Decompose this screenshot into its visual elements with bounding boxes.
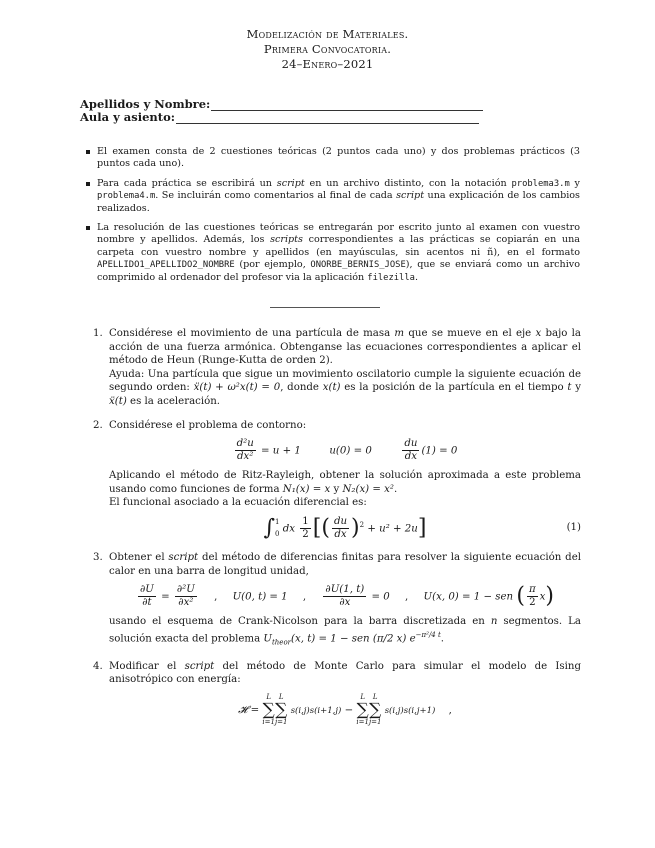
- instruction-mono: ONORBE_BERNIS_JOSE: [310, 260, 406, 271]
- instruction-text: .: [414, 271, 419, 283]
- integral-lower: 0: [275, 530, 280, 539]
- problem-number: 2.: [93, 419, 103, 431]
- problem-text: Considérese el problema de contorno:: [109, 419, 307, 431]
- instruction-mono: filezilla: [367, 272, 415, 283]
- problem-text: .: [440, 633, 445, 645]
- frac-num: ∂U(1, t): [325, 584, 365, 596]
- math-var: x: [539, 591, 546, 603]
- instruction-text: correspondientes a las prácticas se copiarán en una carpeta con vuestro nombre y apellidos (en mayúsculas, sin acentos ni ñ), en el formato: [97, 234, 580, 258]
- problem-text: Aplicando el método de Ritz-Rayleigh, obtener la solución aproximada a este problema usando como funciones de forma: [109, 470, 581, 495]
- problem-2: [93, 419, 581, 541]
- problem-help-text: es la posición de la partícula en el tiempo: [340, 382, 568, 394]
- problem-text: Modificar el: [109, 660, 185, 672]
- problem-1: [93, 327, 581, 409]
- fraction: [300, 516, 310, 541]
- exam-header: [0, 27, 655, 72]
- instruction-italic: script: [276, 177, 305, 189]
- sum-lower: j=1: [368, 717, 382, 726]
- seat-label: Aula y asiento:: [80, 110, 175, 124]
- frac-den: dx: [334, 528, 347, 540]
- seat-line[interactable]: [176, 113, 479, 124]
- fraction: [332, 516, 349, 541]
- name-line[interactable]: [211, 100, 483, 111]
- problem-text: segmentos. La solución exacta del problema: [109, 616, 581, 645]
- problem-text: Considérese el movimiento de una partícula de masa: [109, 328, 395, 339]
- exam-date: 24–Enero–2021: [281, 57, 374, 71]
- instruction-text: una explicación de los cambios realizados.: [97, 190, 580, 214]
- math-sub: theor: [271, 638, 292, 647]
- frac-den: 2: [302, 528, 309, 540]
- frac-num: ∂U: [139, 584, 154, 596]
- instruction-text: El examen consta de 2 cuestiones teóricas (2 puntos cada uno) y dos problemas prácticos (3 puntos cada uno).: [97, 146, 580, 170]
- math-inline: ,: [448, 704, 452, 716]
- problem-number: 3.: [93, 551, 103, 563]
- instruction-item: [97, 146, 580, 171]
- problem-number: 1.: [93, 328, 103, 339]
- instruction-italic: scripts: [270, 234, 303, 246]
- sum-symbol: L ∑ j=1: [368, 692, 382, 726]
- fraction: [323, 584, 366, 609]
- course-title: Modelización de Materiales.: [246, 27, 409, 41]
- instruction-text: en un archivo distinto, con la notación: [304, 177, 512, 189]
- name-label: Apellidos y Nombre:: [80, 97, 211, 111]
- problem-text: del método de Monte Carlo para simular el modelo de Ising anisotrópico con energía:: [109, 660, 581, 686]
- problem-text: usando el esquema de Crank-Nicolson para la barra discretizada en: [109, 616, 491, 628]
- fraction: [175, 584, 197, 609]
- instruction-text: (por ejemplo,: [234, 259, 311, 271]
- sum-lower: i=1: [356, 717, 369, 726]
- math-inline: s(i,j)s(i,j+1): [384, 705, 436, 716]
- math-inline: =: [161, 591, 170, 603]
- frac-num: 1: [302, 515, 309, 527]
- fraction: [138, 584, 156, 609]
- problem-text: del método de diferencias finitas para resolver la siguiente ecuación del calor en una barra de longitud unidad,: [109, 551, 581, 577]
- problem-help-text: y: [571, 382, 581, 394]
- instruction-item: [97, 178, 580, 215]
- math-var: m: [394, 328, 405, 339]
- math-inline: dx: [282, 523, 296, 535]
- math-var: x: [535, 328, 542, 339]
- instruction-text: y: [569, 177, 580, 189]
- frac-den: dx: [404, 451, 418, 463]
- sum-symbol: L ∑ j=1: [274, 692, 288, 726]
- frac-den: ∂x: [339, 597, 351, 609]
- instruction-text: . Se incluirán como comentarios al final de cada: [155, 190, 397, 202]
- math-inline: ,: [302, 591, 307, 603]
- boundary-equation: [109, 438, 581, 463]
- math-inline: = 0: [371, 591, 390, 603]
- math-var: n: [490, 616, 498, 628]
- frac-den: dx²: [237, 451, 254, 463]
- math-inline: −: [344, 704, 354, 716]
- math-inline: ẍ(t) + ω²x(t) = 0: [193, 382, 281, 394]
- instruction-italic: script: [396, 190, 425, 202]
- math-inline: ẍ(t): [109, 395, 127, 407]
- sum-upper: L: [360, 692, 365, 701]
- fraction: [527, 584, 538, 609]
- problem-4: [93, 660, 581, 727]
- instruction-text: ), que se enviará como un archivo comprimido al ordenador del profesor via la aplicación: [97, 259, 580, 283]
- instruction-filename: problema4.m: [97, 191, 156, 202]
- math-inline: N₁(x) = x: [282, 483, 331, 495]
- frac-den: ∂t: [142, 597, 152, 609]
- problem-text: y: [330, 483, 343, 495]
- frac-num: d²u: [236, 438, 254, 450]
- sum-lower: i=1: [262, 717, 275, 726]
- math-inline: N₂(x) = x²: [342, 483, 395, 495]
- frac-num: ∂²U: [176, 584, 195, 596]
- math-sup: −π²/4 t: [415, 630, 441, 639]
- problem-text: El funcional asociado a la ecuación diferencial es:: [109, 497, 367, 509]
- instruction-item: [97, 222, 580, 284]
- math-inline: (x, t) = 1 − sen: [291, 633, 370, 645]
- problem-text: bajo la acción de una fuerza armónica. Obtenganse las ecuaciones correspondientes a aplicar el método de Heun (Runge-Kutta de orden 2).: [109, 328, 581, 367]
- equation-number: (1): [566, 522, 581, 534]
- math-var: U: [263, 633, 272, 645]
- math-inline: U(x, 0) = 1 − sen: [423, 591, 514, 603]
- sum-upper: L: [372, 692, 378, 701]
- problem-help-text: , donde: [280, 382, 323, 394]
- ising-energy-equation: [109, 693, 581, 727]
- math-inline: x(t): [322, 382, 341, 394]
- integral-sign: ∫: [263, 515, 276, 541]
- fraction: [235, 438, 256, 463]
- frac-num: π: [528, 584, 536, 596]
- instructions-list: [97, 146, 580, 291]
- problem-help-text: Ayuda: Una partícula que sigue un movimiento oscilatorio cumple la siguiente ecuación de segundo orden:: [109, 368, 581, 394]
- frac-num: du: [404, 438, 418, 450]
- instruction-text: La resolución de las cuestiones teóricas se entregarán por escrito junto al examen con vuestro nombre y apellidos. Además, los: [97, 222, 580, 246]
- math-inline: ,: [405, 591, 409, 603]
- instruction-mono: APELLIDO1_APELLIDO2_NOMBRE: [97, 260, 235, 271]
- sum-lower: j=1: [274, 717, 288, 726]
- sum-symbol: L ∑ i=1: [262, 692, 275, 726]
- math-inline: + u² + 2u: [367, 523, 418, 535]
- frac-den: ∂x²: [178, 597, 194, 609]
- frac-den: 2: [529, 597, 536, 609]
- problem-italic: script: [168, 551, 199, 563]
- problem-help-text: es la aceleración.: [126, 395, 221, 407]
- frac-num: du: [333, 515, 348, 527]
- functional-equation: ∫ 1 0 dx $\frac{1}{2}$ [( $\frac{du}{dx}$ )$^2$ + u² + 2u] (1): [263, 515, 581, 541]
- sum-upper: L: [266, 692, 271, 701]
- problem-3: [93, 551, 581, 650]
- math-inline: ,: [214, 591, 218, 603]
- integral-upper: 1: [275, 518, 280, 527]
- sum-symbol: L ∑ i=1: [356, 692, 369, 726]
- instruction-filename: problema3.m: [511, 178, 570, 189]
- math-inline: = u + 1: [261, 445, 301, 457]
- fraction: [402, 438, 419, 463]
- math-inline: 𝓗 =: [238, 704, 260, 716]
- problem-text: .: [394, 483, 398, 495]
- math-inline: s(i,j)s(i+1,j): [290, 705, 342, 716]
- problem-text: que se mueve en el eje: [404, 328, 536, 339]
- student-fields: [80, 98, 483, 124]
- instruction-text: Para cada práctica se escribirá un: [97, 177, 277, 189]
- problem-italic: script: [184, 660, 215, 672]
- seat-field-row: [80, 111, 483, 124]
- math-var: t: [567, 382, 572, 394]
- math-inline: U(0, t) = 1: [232, 591, 288, 603]
- section-divider: [270, 307, 380, 308]
- problem-text: Obtener el: [109, 551, 169, 563]
- problem-number: 4.: [93, 660, 103, 672]
- exam-session: Primera Convocatoria.: [263, 42, 392, 56]
- math-inline: (π/2 x) e: [372, 633, 416, 645]
- heat-equation: $\frac{\partial U}{\partial t}$ = $\frac{\text{∂²U}}{\text{∂x²}}$ , U(0, t) = 1 , $\frac{\partial U(1, t)}{\partial x}$ = 0 , U(x, 0) = 1 − sen ( $\frac{\pi}{2}$ x): [139, 583, 555, 609]
- problems-list: [93, 327, 581, 737]
- math-inline: (1) = 0: [421, 445, 458, 457]
- math-inline: u(0) = 0: [329, 445, 372, 457]
- sum-upper: L: [278, 692, 284, 701]
